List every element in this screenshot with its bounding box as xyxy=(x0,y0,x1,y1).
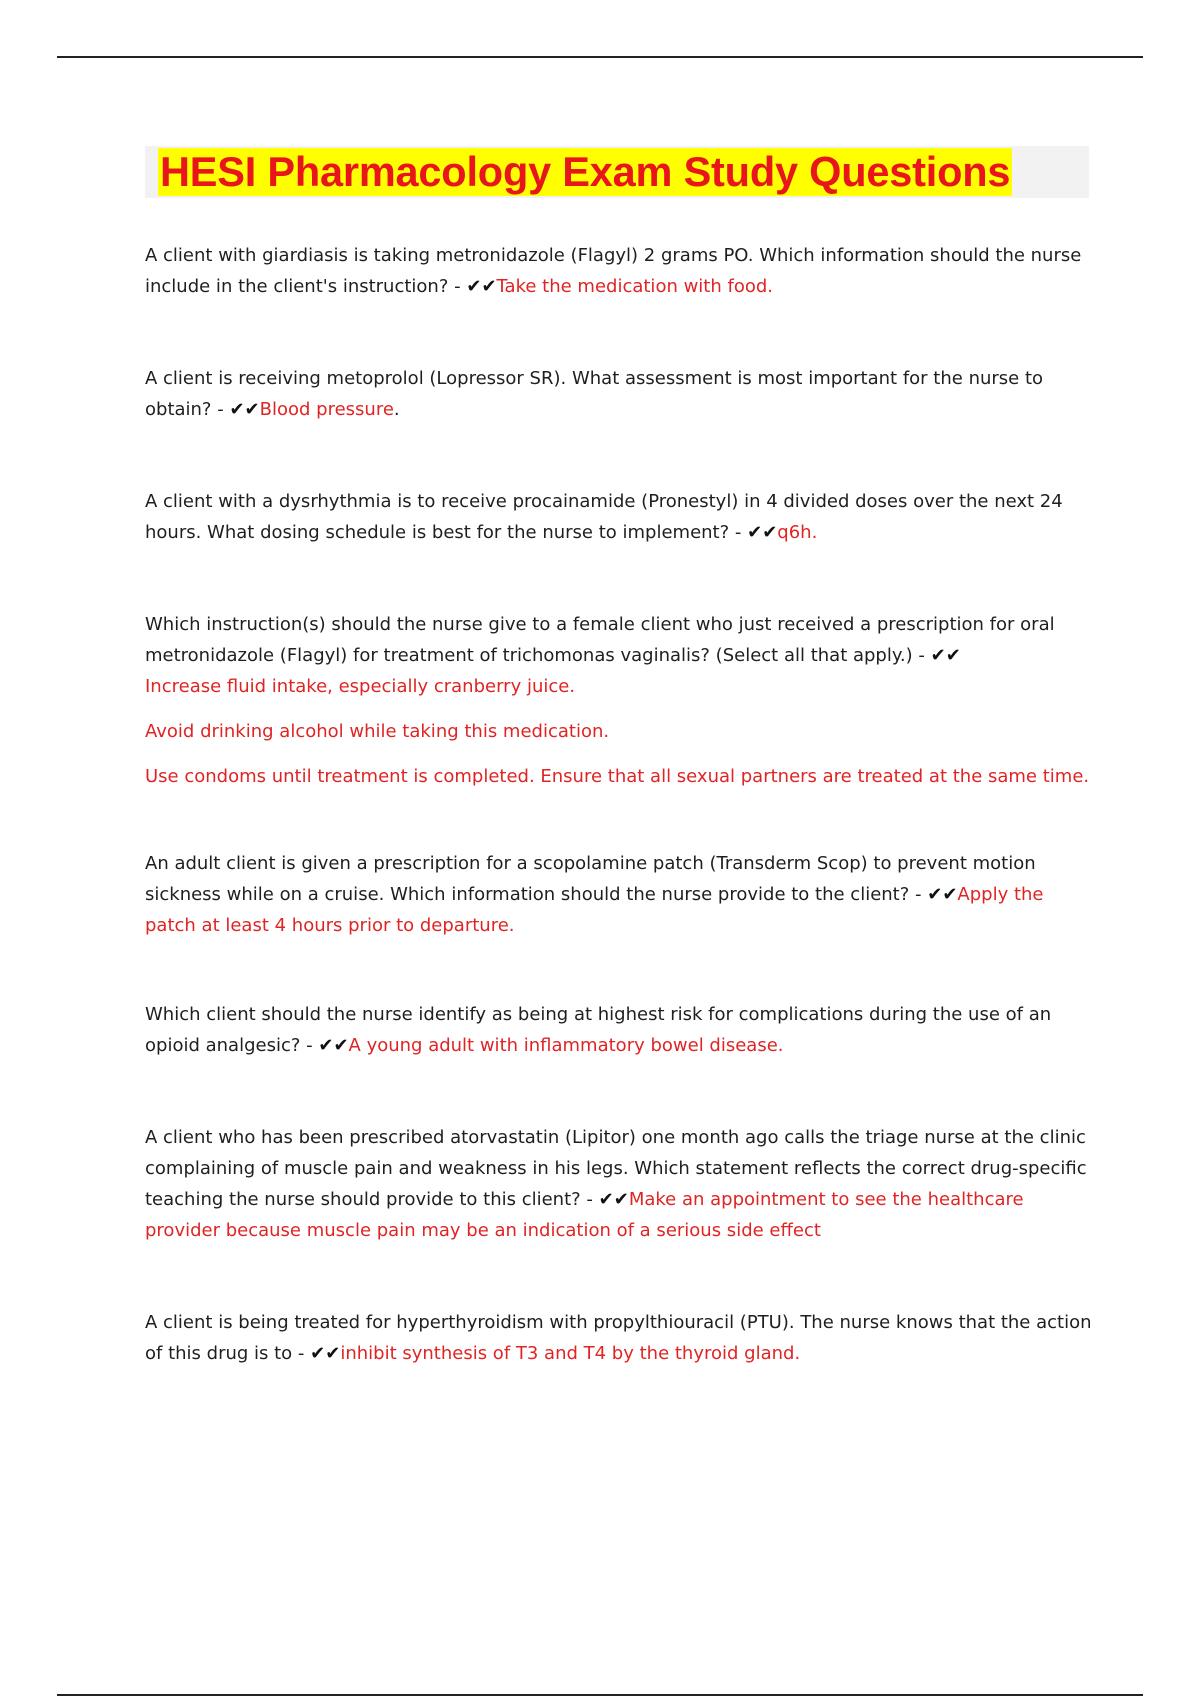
question-text: Which instruction(s) should the nurse give to a female client who just received a prescription for oral metronidazole (Flagyl) for treatment of trichomonas vaginalis? (Select all that apply.) xyxy=(145,614,1055,666)
qa-item xyxy=(145,240,1095,302)
page-title: HESI Pharmacology Exam Study Questions xyxy=(160,148,1011,195)
check-icon: ✔✔ xyxy=(927,884,958,905)
answer-text: Apply the patch at least 4 hours prior to departure. xyxy=(145,884,1044,936)
question-text: A client is receiving metoprolol (Lopressor SR). What assessment is most important for the nurse to obtain? xyxy=(145,368,1044,420)
answer-text: A young adult with inflammatory bowel disease. xyxy=(348,1035,784,1056)
check-icon: ✔✔ xyxy=(466,276,497,297)
answer-text: q6h. xyxy=(777,522,818,543)
answer-text: inhibit synthesis of T3 and T4 by the thyroid gland. xyxy=(340,1343,801,1364)
separator: - xyxy=(211,399,230,420)
check-icon: ✔✔ xyxy=(310,1343,341,1364)
qa-item xyxy=(145,363,1095,425)
answer-suffix: . xyxy=(393,399,400,420)
separator: - xyxy=(912,645,931,666)
qa-list xyxy=(145,240,1095,1369)
separator: - xyxy=(292,1343,311,1364)
qa-item xyxy=(145,848,1095,941)
check-icon: ✔✔ xyxy=(318,1035,349,1056)
separator: - xyxy=(448,276,467,297)
header-rule xyxy=(57,56,1143,58)
footer-rule xyxy=(57,1694,1143,1696)
qa-item xyxy=(145,999,1095,1061)
question-text: A client who has been prescribed atorvastatin (Lipitor) one month ago calls the triage nurse at the clinic complaining of muscle pain and weakness in his legs. Which statement reflects the correct drug-specific teaching the nurse should provide to this client? xyxy=(145,1127,1087,1210)
qa-item xyxy=(145,486,1095,548)
check-icon: ✔✔ xyxy=(747,522,778,543)
additional-answer: Use condoms until treatment is completed. Ensure that all sexual partners are treated at the same time. xyxy=(145,766,1090,787)
separator: - xyxy=(909,884,928,905)
separator: - xyxy=(300,1035,319,1056)
question-text: A client with a dysrhythmia is to receive procainamide (Pronestyl) in 4 divided doses over the next 24 hours. What dosing schedule is best for the nurse to implement? xyxy=(145,491,1063,543)
qa-item xyxy=(145,609,1095,702)
additional-answer: Avoid drinking alcohol while taking this medication. xyxy=(145,721,610,742)
separator: - xyxy=(580,1189,599,1210)
question-text: An adult client is given a prescription for a scopolamine patch (Transderm Scop) to prevent motion sickness while on a cruise. Which information should the nurse provide to the client? xyxy=(145,853,1036,905)
qa-item xyxy=(145,1307,1095,1369)
question-text: Which client should the nurse identify as being at highest risk for complications during the use of an opioid analgesic? xyxy=(145,1004,1052,1056)
check-icon: ✔✔ xyxy=(930,645,961,666)
answer-text: Make an appointment to see the healthcare provider because muscle pain may be an indication of a serious side effect xyxy=(145,1189,1024,1241)
question-text: A client is being treated for hyperthyroidism with propylthiouracil (PTU). The nurse knows that the action of this drug is to xyxy=(145,1312,1092,1364)
question-text: A client with giardiasis is taking metronidazole (Flagyl) 2 grams PO. Which information should the nurse include in the client's instruction? xyxy=(145,245,1082,297)
separator: - xyxy=(729,522,748,543)
answer-text: Blood pressure xyxy=(259,399,394,420)
check-icon: ✔✔ xyxy=(598,1189,629,1210)
answer-text: Increase fluid intake, especially cranberry juice. xyxy=(145,676,576,697)
check-icon: ✔✔ xyxy=(229,399,260,420)
qa-item xyxy=(145,1122,1095,1246)
answer-text: Take the medication with food. xyxy=(496,276,773,297)
